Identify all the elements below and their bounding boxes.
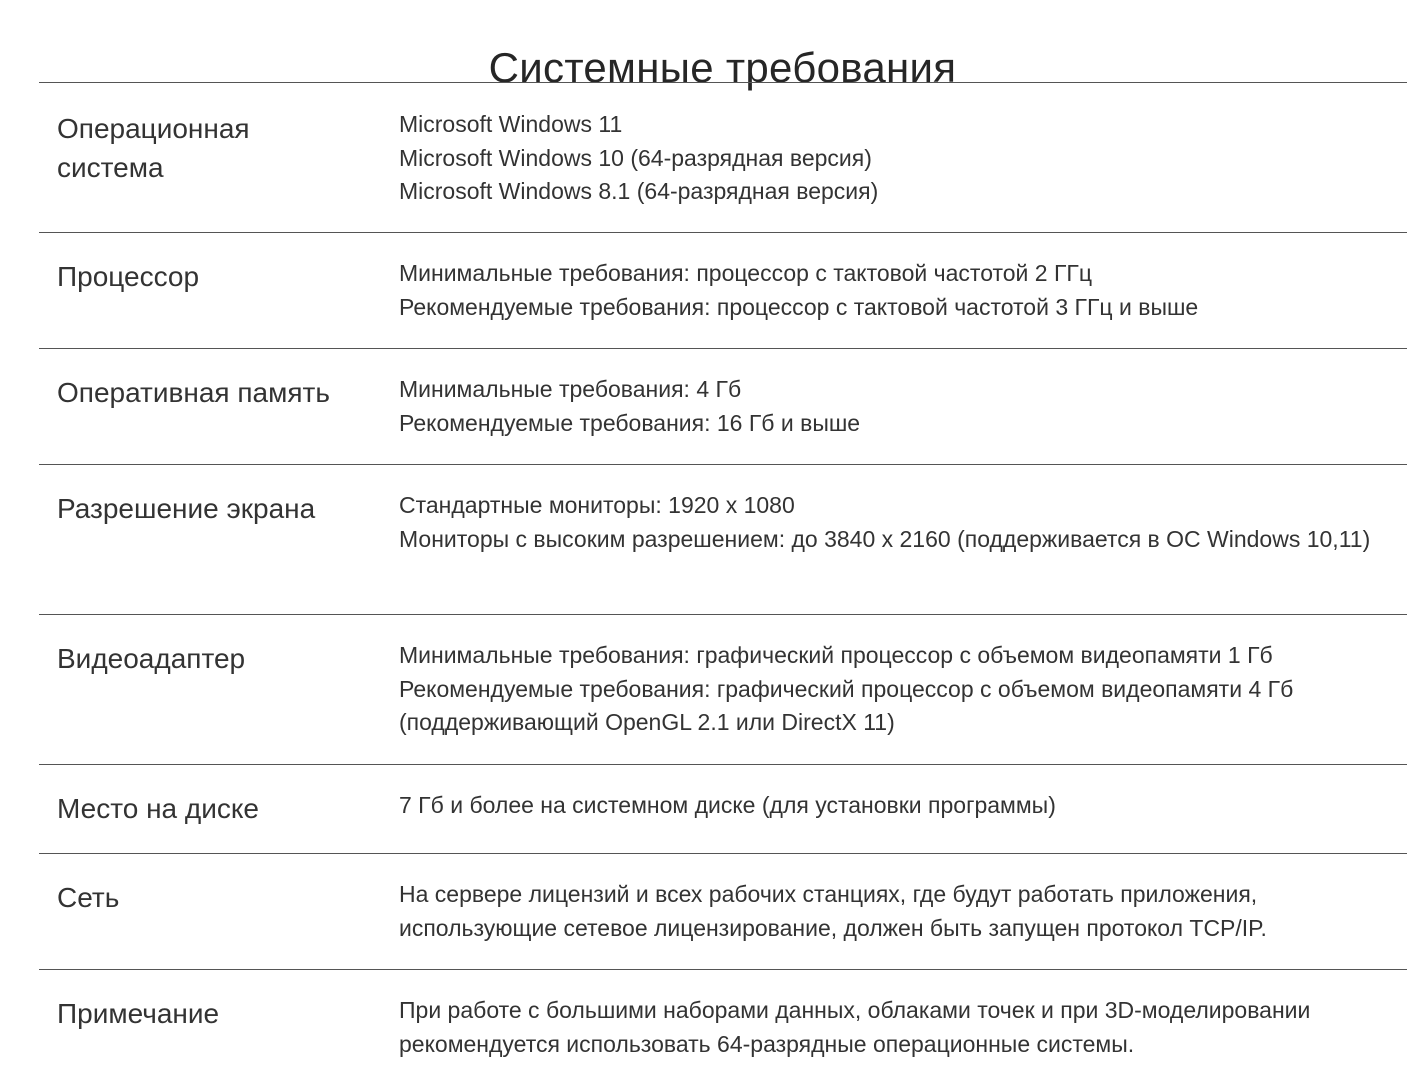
- value-line: Минимальные требования: 4 Гб: [399, 376, 742, 402]
- value-line: Минимальные требования: графический процессор с объемом видеопамяти 1 Гб: [399, 642, 1273, 668]
- page-title: Системные требования: [488, 44, 957, 92]
- value-line: Microsoft Windows 10 (64-разрядная версия): [399, 144, 872, 171]
- table-row: [39, 83, 1407, 233]
- table-row: [39, 349, 1407, 465]
- value-line: Рекомендуемые требования: 16 Гб и выше: [399, 409, 861, 436]
- value-line: Минимальные требования: процессор с тактовой частотой 2 ГГц: [399, 260, 1093, 286]
- row-values: [399, 994, 1389, 1061]
- table-row: [39, 233, 1407, 349]
- row-label: Сеть: [57, 882, 120, 913]
- table-row: [39, 854, 1407, 970]
- value-line: Стандартные мониторы: 1920 x 1080: [399, 492, 795, 518]
- table-row: [39, 465, 1407, 615]
- row-label: Видеоадаптер: [57, 643, 246, 674]
- row-label: Место на диске: [57, 793, 260, 824]
- row-values: [399, 373, 1389, 440]
- row-values: [399, 639, 1389, 740]
- row-values: [399, 878, 1389, 945]
- row-label: Разрешение экрана: [57, 493, 316, 524]
- row-label: Процессор: [57, 261, 200, 292]
- value-line: При работе с большими наборами данных, облаками точек и при 3D-моделировании рекомендуется использовать 64-разрядные операционные системы.: [399, 997, 1311, 1057]
- value-line: Мониторы с высоким разрешением: до 3840 x 2160 (поддерживается в ОС Windows 10,11): [399, 525, 1371, 552]
- table-row: [39, 765, 1407, 854]
- row-values: [399, 257, 1389, 324]
- value-line: Рекомендуемые требования: графический процессор с объемом видеопамяти 4 Гб (поддерживающий OpenGL 2.1 или DirectX 11): [399, 675, 1294, 735]
- row-values: [399, 789, 1389, 823]
- requirements-table: [39, 82, 1407, 1084]
- row-values: [399, 489, 1389, 556]
- table-row: [39, 615, 1407, 765]
- row-label: Операционная система: [57, 113, 250, 183]
- row-label: Примечание: [57, 998, 220, 1029]
- table-row: [39, 970, 1407, 1084]
- value-line: Microsoft Windows 8.1 (64-разрядная версия): [399, 178, 879, 204]
- value-line: Microsoft Windows 11: [399, 111, 623, 137]
- row-label: Оперативная память: [57, 377, 330, 408]
- value-line: На сервере лицензий и всех рабочих станциях, где будут работать приложения, использующие сетевое лицензирование, должен быть запущен протокол TCP/IP.: [399, 881, 1267, 941]
- value-line: 7 Гб и более на системном диске (для установки программы): [399, 792, 1056, 818]
- value-line: Рекомендуемые требования: процессор с тактовой частотой 3 ГГц и выше: [399, 293, 1199, 320]
- row-values: [399, 108, 1389, 209]
